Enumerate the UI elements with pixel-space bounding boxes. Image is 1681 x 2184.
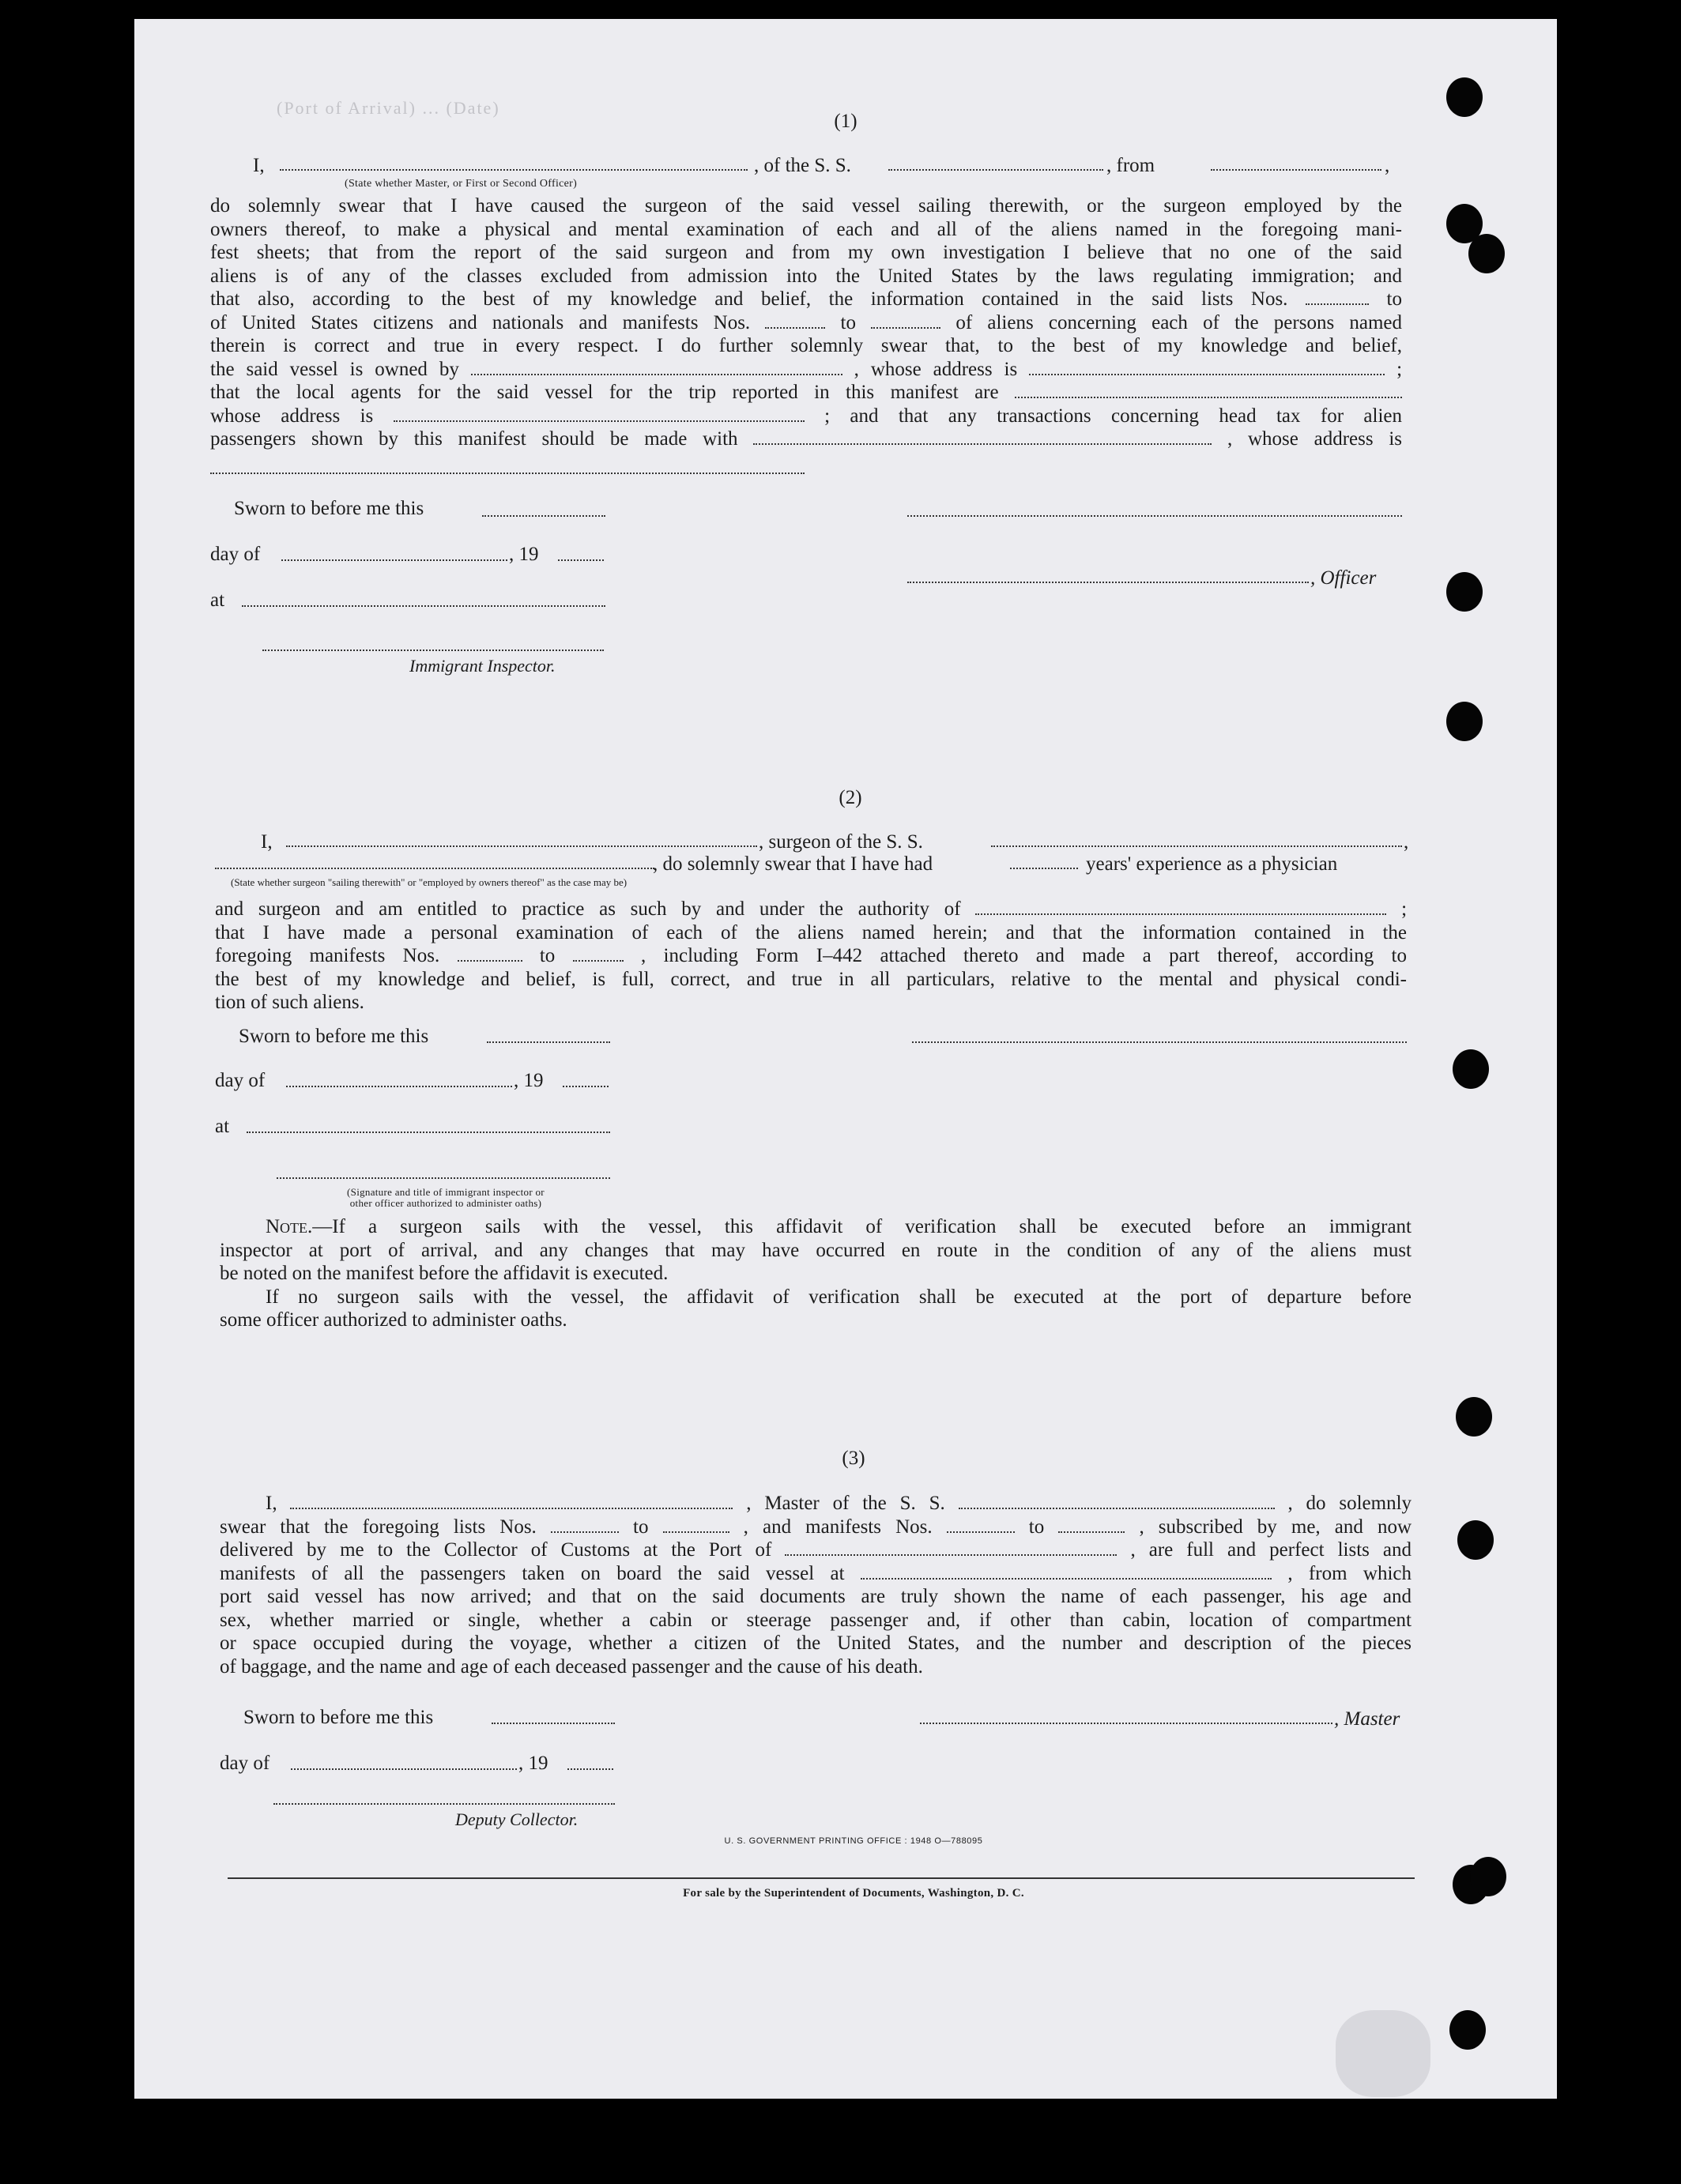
s3-master-signature-field[interactable] (920, 1723, 1332, 1724)
s2-note-label: Note. (266, 1216, 313, 1237)
s3-para-line (220, 1516, 1412, 1539)
s1-para-line (210, 358, 1402, 382)
section-3-number: (3) (842, 1448, 865, 1469)
s2-surgeon-status-field[interactable] (215, 868, 654, 869)
document-page (134, 19, 1557, 2099)
punch-hole (1446, 77, 1483, 117)
blank-field[interactable] (290, 1495, 733, 1509)
s2-para-line: tion of such aliens. (215, 992, 364, 1013)
s2-note-line: inspector at port of arrival, and any changes that may have occurred en route in the condition of any of the aliens must (220, 1239, 1412, 1261)
s1-day-of-field[interactable] (281, 559, 507, 561)
blank-field[interactable] (861, 1565, 1272, 1580)
s2-year-field[interactable] (563, 1086, 609, 1087)
punch-hole (1446, 572, 1483, 612)
s3-day-of-field[interactable] (291, 1768, 517, 1770)
s3-day-of-label: day of (220, 1753, 270, 1774)
s1-sworn-date-field[interactable] (482, 515, 605, 517)
line-text: that the local agents for the said vessel for the trip reported in this manifest are (210, 382, 1015, 403)
line-text: that also, according to the best of my knowledge and belief, the information contained in the said lists Nos. (210, 288, 1306, 310)
line-text: to (633, 1516, 663, 1538)
blank-field[interactable] (394, 408, 805, 422)
s3-para-line: sex, whether married or single, whether a cabin or steerage passenger and, if other than cabin, location of compartment (220, 1609, 1412, 1631)
line-text: of aliens concerning each of the persons named (955, 311, 1403, 333)
blank-field[interactable] (947, 1519, 1015, 1533)
s1-officer-note: (State whether Master, or First or Second Officer) (345, 178, 578, 190)
line-text: ; (1396, 358, 1403, 380)
s3-para-line: port said vessel has now arrived; and that on the said documents are truly shown the name of each passenger, his age and (220, 1586, 1412, 1607)
s1-from-port-field[interactable] (1211, 169, 1381, 171)
line-text: swear that the foregoing lists Nos. (220, 1516, 551, 1538)
footer-rule (228, 1877, 1415, 1879)
s2-note2-text: If no surgeon sails with the vessel, the affidavit of verification shall be executed at the port of departure before (266, 1286, 1412, 1308)
line-text: , do solemnly (1287, 1493, 1412, 1514)
s1-inspector-label: Immigrant Inspector. (409, 656, 556, 676)
s1-at-label: at (210, 589, 225, 611)
s2-line1-i: I, (261, 831, 273, 853)
s1-para-line: therein is correct and true in every respect. I do further solemnly swear that, to the best of my knowledge and belief, (210, 335, 1402, 356)
blank-field[interactable] (1029, 361, 1385, 375)
line-text: of United States citizens and nationals and manifests Nos. (210, 311, 766, 333)
s1-year-field[interactable] (558, 559, 604, 561)
line-text: ; and that any transactions concerning head tax for alien (824, 405, 1403, 427)
s2-line2-years: years' experience as a physician (1086, 853, 1338, 875)
blank-field[interactable] (1015, 384, 1402, 398)
punch-hole (1470, 1857, 1506, 1896)
s1-para-line (210, 288, 1402, 311)
s3-para-line: of baggage, and the name and age of each deceased passenger and the cause of his death. (220, 1655, 923, 1678)
s1-para-line (210, 427, 1402, 451)
blank-field[interactable] (1058, 1519, 1125, 1533)
line-text: to (1386, 288, 1402, 310)
s1-at-field[interactable] (242, 605, 605, 607)
line-text: to (539, 945, 573, 966)
s3-para-line (220, 1492, 1412, 1516)
line-text: , Master of the S. S. (746, 1493, 959, 1514)
s2-surgeon-signature-field[interactable] (912, 1041, 1407, 1043)
section-2-number: (2) (839, 787, 862, 808)
line-text: to (1028, 1516, 1059, 1538)
s2-day-of-label: day of (215, 1070, 266, 1091)
s1-para-line: fest sheets; that from the report of the said surgeon and from my own investigation I believe that no one of the said (210, 242, 1402, 263)
line-text: , whose address is (854, 358, 1030, 380)
s1-day-of-label: day of (210, 544, 261, 565)
line-text: to (840, 311, 872, 333)
s2-signature-note-2: other officer authorized to administer oaths) (349, 1197, 542, 1209)
paper-crease (1336, 2010, 1430, 2097)
s1-master-name-field[interactable] (280, 169, 748, 171)
s3-collector-label: Deputy Collector. (455, 1809, 579, 1829)
line-text: I, (266, 1493, 291, 1514)
s2-vessel-name-field[interactable] (991, 845, 1402, 847)
s2-para-line (215, 898, 1407, 921)
s1-line1-comma: , (1385, 155, 1390, 176)
s3-para-line (220, 1562, 1412, 1586)
punch-hole (1453, 1049, 1489, 1089)
s2-signature-note-1: (Signature and title of immigrant inspector or (347, 1186, 545, 1198)
blank-field[interactable] (471, 361, 842, 375)
for-sale-line: For sale by the Superintendent of Documents, Washington, D. C. (683, 1887, 1024, 1900)
line-text: and surgeon and am entitled to practice as such by and under the authority of (215, 898, 976, 920)
punch-hole (1446, 702, 1483, 741)
faint-header-text: (Port of Arrival) ... (Date) (277, 98, 500, 118)
s2-line1-comma: , (1404, 831, 1409, 853)
s1-sworn-label: Sworn to before me this (234, 498, 424, 519)
s3-oath-paragraph (220, 1492, 1412, 1678)
s3-year-field[interactable] (567, 1768, 613, 1770)
s2-day-of-field[interactable] (286, 1086, 512, 1087)
s2-at-field[interactable] (247, 1132, 610, 1133)
s2-note-paragraph (220, 1215, 1412, 1332)
blank-field[interactable] (871, 314, 940, 329)
punch-hole (1457, 1520, 1494, 1560)
s1-officer-signature-field[interactable] (907, 515, 1402, 517)
s1-year-label: , 19 (509, 544, 539, 565)
s2-inspector-signature-field[interactable] (277, 1177, 610, 1179)
s2-line1-surgeon-ss: , surgeon of the S. S. (759, 831, 923, 853)
blank-field[interactable] (1306, 291, 1369, 305)
s3-sworn-date-field[interactable] (492, 1723, 615, 1724)
s1-para-line (210, 381, 1402, 405)
line-text: , including Form I–442 attached thereto and made a part thereof, according to (640, 945, 1407, 966)
s3-collector-signature-field[interactable] (273, 1803, 615, 1805)
s2-year-label: , 19 (514, 1070, 544, 1091)
line-text: , are full and perfect lists and (1130, 1539, 1412, 1561)
line-text: manifests of all the passengers taken on board the said vessel at (220, 1562, 861, 1584)
s3-sworn-label: Sworn to before me this (243, 1707, 434, 1728)
s2-sworn-label: Sworn to before me this (239, 1026, 429, 1047)
section-1-number: (1) (834, 111, 857, 132)
s3-master-label: , Master (1334, 1708, 1400, 1730)
line-text: foregoing manifests Nos. (215, 945, 458, 966)
blank-field[interactable] (573, 947, 624, 962)
s1-officer-label: , Officer (1310, 567, 1377, 589)
s2-para-line: the best of my knowledge and belief, is full, correct, and true in all particulars, relative to the mental and physical condi- (215, 968, 1407, 990)
line-text: , subscribed by me, and now (1139, 1516, 1412, 1538)
s2-para-line: that I have made a personal examination of each of the aliens named herein; and that the information contained in the (215, 921, 1407, 943)
line-text: , and manifests Nos. (743, 1516, 947, 1538)
s2-at-label: at (215, 1116, 230, 1137)
line-text: , whose address is (1227, 428, 1403, 450)
line-text: whose address is (210, 405, 394, 427)
blank-field[interactable] (753, 431, 1212, 445)
s2-oath-paragraph (215, 898, 1407, 1015)
s1-line1-of-ss: , of the S. S. (754, 155, 851, 176)
s2-note2-line: some officer authorized to administer oaths. (220, 1309, 567, 1331)
s1-vessel-name-field[interactable] (888, 169, 1103, 171)
s2-note-line (220, 1215, 1412, 1239)
blank-field[interactable] (663, 1519, 729, 1533)
blank-field[interactable] (765, 314, 825, 329)
line-text: ; (1401, 898, 1408, 920)
s1-para-line: aliens is of any of the classes excluded from admission into the United States by the laws regulating immigration; and (210, 265, 1402, 287)
line-text: delivered by me to the Collector of Customs at the Port of (220, 1539, 786, 1561)
s1-continuation-field[interactable] (210, 473, 805, 474)
blank-field[interactable] (458, 947, 522, 962)
s1-para-line (210, 405, 1402, 428)
s3-para-line (220, 1538, 1412, 1562)
s1-para-line: do solemnly swear that I have caused the surgeon of the said vessel sailing therewith, or the surgeon employed by the (210, 195, 1402, 217)
s2-note2-line (220, 1286, 1412, 1309)
s1-inspector-signature-field[interactable] (262, 650, 604, 651)
s1-line1-from: , from (1106, 155, 1155, 176)
s1-para-line: owners thereof, to make a physical and mental examination of each and all of the aliens named in the foregoing mani- (210, 218, 1402, 240)
line-text: passengers shown by this manifest should be made with (210, 428, 754, 450)
blank-field[interactable] (959, 1495, 1275, 1509)
s2-sworn-date-field[interactable] (487, 1041, 610, 1043)
s2-para-line (215, 944, 1407, 968)
s3-para-line: or space occupied during the voyage, whether a citizen of the United States, and the number and description of the pieces (220, 1632, 1412, 1654)
s3-year-label: , 19 (518, 1753, 548, 1774)
line-text: , from which (1287, 1562, 1412, 1584)
blank-field[interactable] (551, 1519, 619, 1533)
s2-surgeon-name-field[interactable] (286, 845, 757, 847)
s1-para-line (210, 311, 1402, 335)
s2-surgeon-note: (State whether surgeon "sailing therewith" or "employed by owners thereof" as the case may be) (231, 876, 628, 888)
s1-oath-paragraph (210, 194, 1402, 451)
punch-hole (1456, 1397, 1492, 1437)
line-text: the said vessel is owned by (210, 358, 471, 380)
s1-officer-title-field[interactable] (907, 582, 1309, 583)
punch-hole (1449, 2010, 1486, 2050)
blank-field[interactable] (975, 901, 1386, 915)
s1-line1-i: I, (253, 155, 265, 176)
s2-note-text: —If a surgeon sails with the vessel, this affidavit of verification shall be executed before an immigrant (312, 1216, 1412, 1237)
s2-years-field[interactable] (1010, 868, 1078, 869)
s2-note-line: be noted on the manifest before the affidavit is executed. (220, 1263, 669, 1284)
blank-field[interactable] (785, 1542, 1117, 1556)
punch-hole (1468, 234, 1505, 273)
printing-office-line: U. S. GOVERNMENT PRINTING OFFICE : 1948 O—788095 (724, 1836, 983, 1846)
s2-line2-swear: , do solemnly swear that I have had (653, 853, 933, 875)
